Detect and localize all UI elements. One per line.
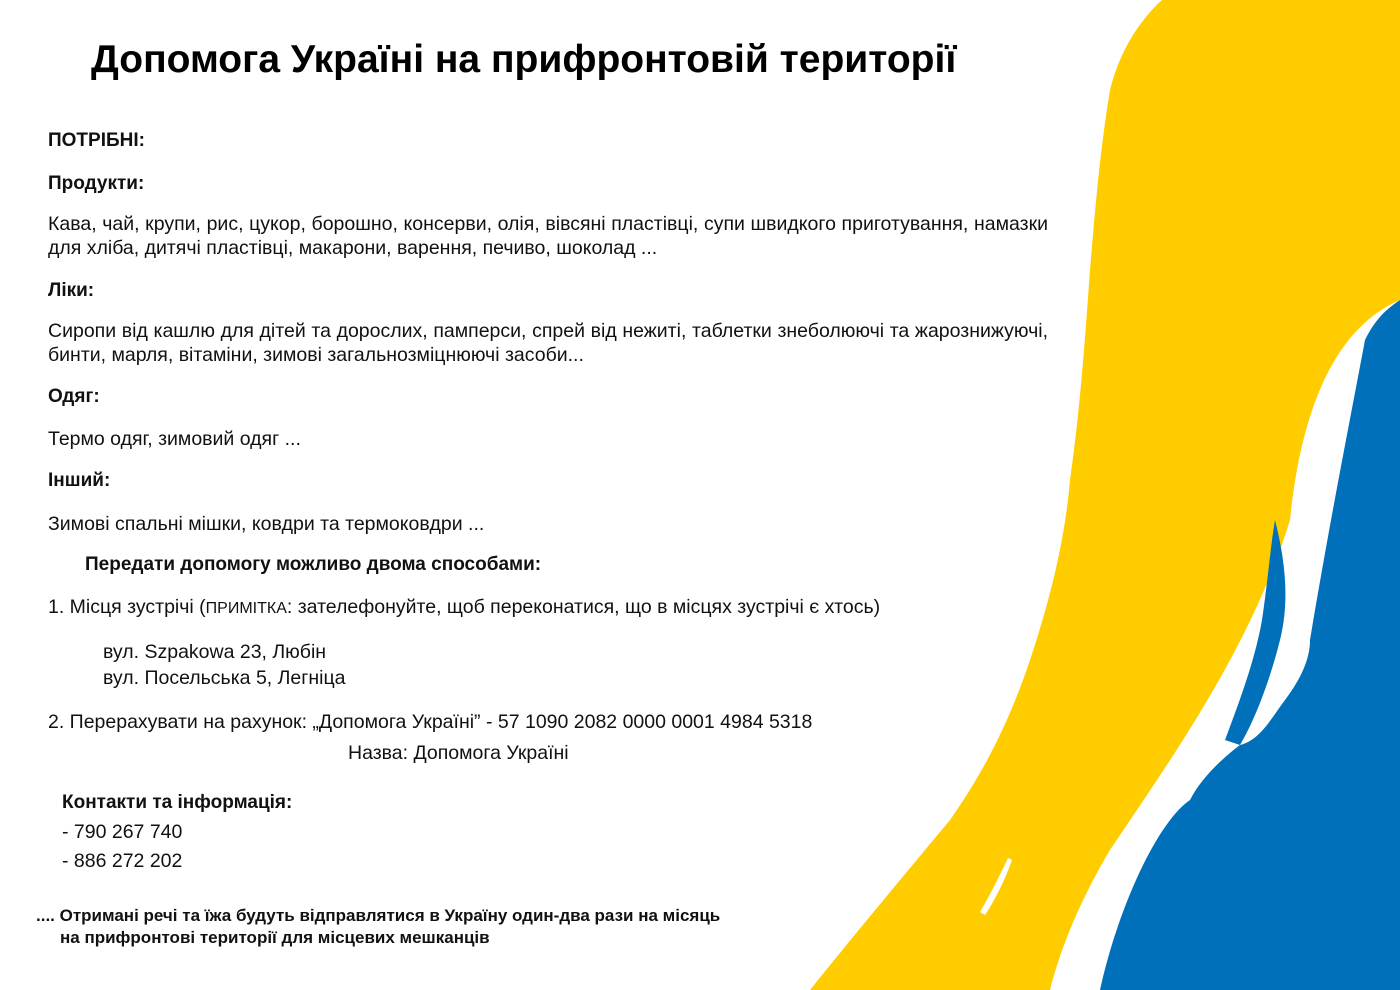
- page-title: Допомога Україні на прифронтовій території: [91, 38, 957, 81]
- method-1-note-label: ПРИМІТКА: [205, 600, 287, 617]
- method-2-name-line: Назва: Допомога Україні: [348, 742, 569, 764]
- products-text: Кава, чай, крупи, рис, цукор, борошно, консерви, олія, вівсяні пластівці, супи швидкого приготування, намазки для хліба, дитячі пластівці, макарони, варення, печиво, шоколад ...: [48, 213, 1048, 259]
- method-1-line: [48, 596, 880, 619]
- method-2-line: 2. Перерахувати на рахунок: „Допомога Україні” - 57 1090 2082 0000 0001 4984 5318: [48, 711, 813, 733]
- footer-line-2: на прифронтові території для місцевих мешканців: [60, 928, 490, 947]
- medicine-text: Сиропи від кашлю для дітей та дорослих, памперси, спрей від нежиті, таблетки знеболюючі та жарознижуючі, бинти, марля, вітаміни, зимові загальнозміцнюючі засоби...: [48, 320, 1048, 366]
- address-2: вул. Посельська 5, Легніца: [103, 667, 346, 689]
- contact-phone-1: - 790 267 740: [62, 821, 183, 843]
- address-1: вул. Szpakowa 23, Любін: [103, 641, 327, 663]
- needed-label: ПОТРІБНІ:: [48, 130, 145, 151]
- other-text: Зимові спальні мішки, ковдри та термоковдри ...: [48, 513, 485, 535]
- medicine-label: Ліки:: [48, 280, 95, 301]
- other-label: Інший:: [48, 470, 111, 491]
- footer-line-1: .... Отримані речі та їжа будуть відправлятися в Україну один-два рази на місяць: [36, 906, 721, 925]
- contact-phone-2: - 886 272 202: [62, 850, 183, 872]
- contacts-heading: Контакти та інформація:: [62, 792, 293, 813]
- methods-heading: Передати допомогу можливо двома способами:: [85, 554, 542, 575]
- method-1-note-text: : зателефонуйте, щоб переконатися, що в місцях зустрічі є хтось): [286, 596, 881, 618]
- clothing-label: Одяг:: [48, 386, 100, 407]
- products-label: Продукти:: [48, 173, 145, 194]
- clothing-text: Термо одяг, зимовий одяг ...: [48, 428, 301, 450]
- method-1-prefix: 1. Місця зустрічі (: [48, 596, 206, 618]
